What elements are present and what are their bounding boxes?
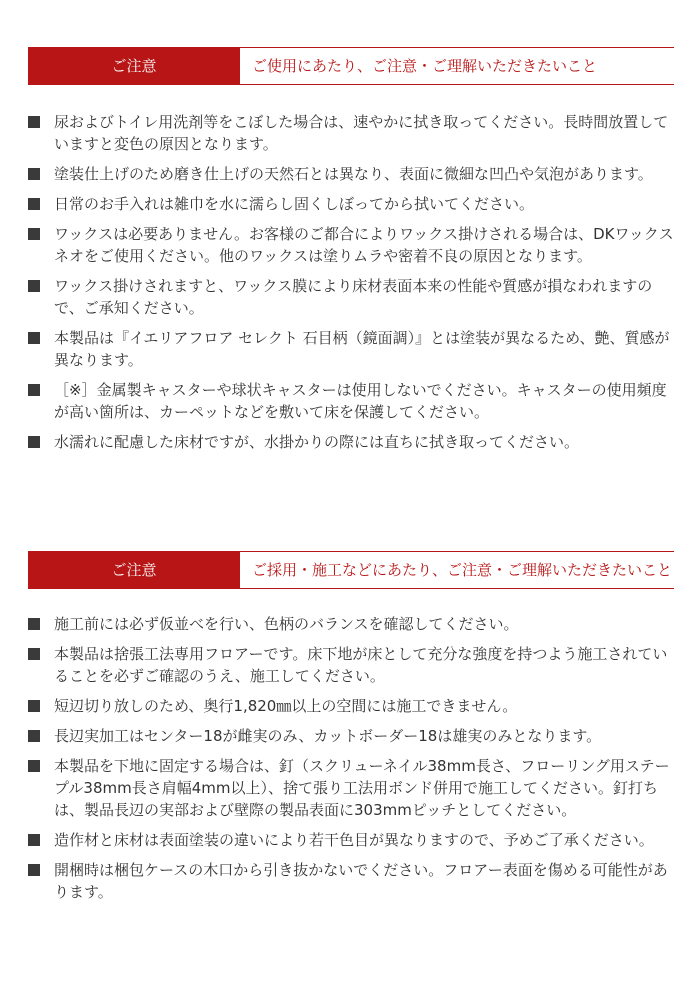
list-item — [28, 327, 674, 371]
list-item — [28, 859, 674, 903]
item-text: ［※］金属製キャスターや球状キャスターは使用しないでください。キャスターの使用頻度が高い箇所は、カーペットなどを敷いて床を保護してください。 — [54, 381, 667, 421]
section-header — [28, 47, 674, 85]
item-text: ワックスは必要ありません。お客様のご都合によりワックス掛けされる場合は、DKワックスネオをご使用ください。他のワックスは塗りムラや密着不良の原因となります。 — [54, 225, 674, 265]
list-item — [28, 163, 674, 185]
item-text: 本製品は捨張工法専用フロアーです。床下地が床として充分な強度を持つよう施工されていることを必ずご確認のうえ、施工してください。 — [54, 645, 668, 685]
square-bullet-icon — [28, 116, 40, 128]
item-text: 開梱時は梱包ケースの木口から引き抜かないでください。フロアー表面を傷める可能性があります。 — [54, 861, 668, 901]
list-item — [28, 111, 674, 155]
item-text: 長辺実加工はセンター18が雌実のみ、カットボーダー18は雄実のみとなります。 — [54, 727, 602, 745]
list-item — [28, 379, 674, 423]
item-text: 施工前には必ず仮並べを行い、色柄のバランスを確認してください。 — [54, 615, 519, 633]
list-item — [28, 695, 674, 717]
list-item — [28, 829, 674, 851]
item-text: 本製品を下地に固定する場合は、釘（スクリューネイル38mm長さ、フローリング用ステープル38mm長さ肩幅4mm以上）、捨て張り工法用ボンド併用で施工してください。釘打ちは、製品長辺の実部および壁際の製品表面に303mmピッチとしてください。 — [54, 757, 670, 819]
square-bullet-icon — [28, 332, 40, 344]
item-text: 造作材と床材は表面塗装の違いにより若干色目が異なりますので、予めご了承ください。 — [54, 831, 654, 849]
square-bullet-icon — [28, 384, 40, 396]
square-bullet-icon — [28, 618, 40, 630]
square-bullet-icon — [28, 700, 40, 712]
square-bullet-icon — [28, 864, 40, 876]
section-label: ご注意 — [28, 551, 240, 589]
item-text: 短辺切り放しのため、奥行1,820㎜以上の空間には施工できません。 — [54, 697, 518, 715]
caution-list — [28, 613, 674, 903]
section-label: ご注意 — [28, 47, 240, 85]
item-text: 本製品は『イエリアフロア セレクト 石目柄（鏡面調）』とは塗装が異なるため、艶、質感が異なります。 — [54, 329, 670, 369]
list-item — [28, 643, 674, 687]
list-item — [28, 275, 674, 319]
item-text: 水濡れに配慮した床材ですが、水掛かりの際には直ちに拭き取ってください。 — [54, 433, 580, 451]
list-item — [28, 223, 674, 267]
square-bullet-icon — [28, 760, 40, 772]
square-bullet-icon — [28, 198, 40, 210]
list-item — [28, 725, 674, 747]
item-text: 尿およびトイレ用洗剤等をこぼした場合は、速やかに拭き取ってください。長時間放置していますと変色の原因となります。 — [54, 113, 669, 153]
item-text: 日常のお手入れは雑巾を水に濡らし固くしぼってから拭いてください。 — [54, 195, 535, 213]
list-item — [28, 613, 674, 635]
square-bullet-icon — [28, 436, 40, 448]
square-bullet-icon — [28, 648, 40, 660]
item-text: 塗装仕上げのため磨き仕上げの天然石とは異なり、表面に微細な凹凸や気泡があります。 — [54, 165, 653, 183]
list-item — [28, 431, 674, 453]
caution-section-installation — [28, 551, 674, 911]
section-header — [28, 551, 674, 589]
square-bullet-icon — [28, 228, 40, 240]
list-item — [28, 193, 674, 215]
section-subtitle: ご使用にあたり、ご注意・ご理解いただきたいこと — [252, 57, 598, 75]
square-bullet-icon — [28, 730, 40, 742]
caution-section-usage — [28, 47, 674, 461]
item-text: ワックス掛けされますと、ワックス膜により床材表面本来の性能や質感が損なわれますので、ご承知ください。 — [54, 277, 653, 317]
square-bullet-icon — [28, 834, 40, 846]
section-subtitle: ご採用・施工などにあたり、ご注意・ご理解いただきたいこと — [252, 561, 673, 579]
square-bullet-icon — [28, 168, 40, 180]
square-bullet-icon — [28, 280, 40, 292]
caution-list — [28, 111, 674, 453]
list-item — [28, 755, 674, 821]
